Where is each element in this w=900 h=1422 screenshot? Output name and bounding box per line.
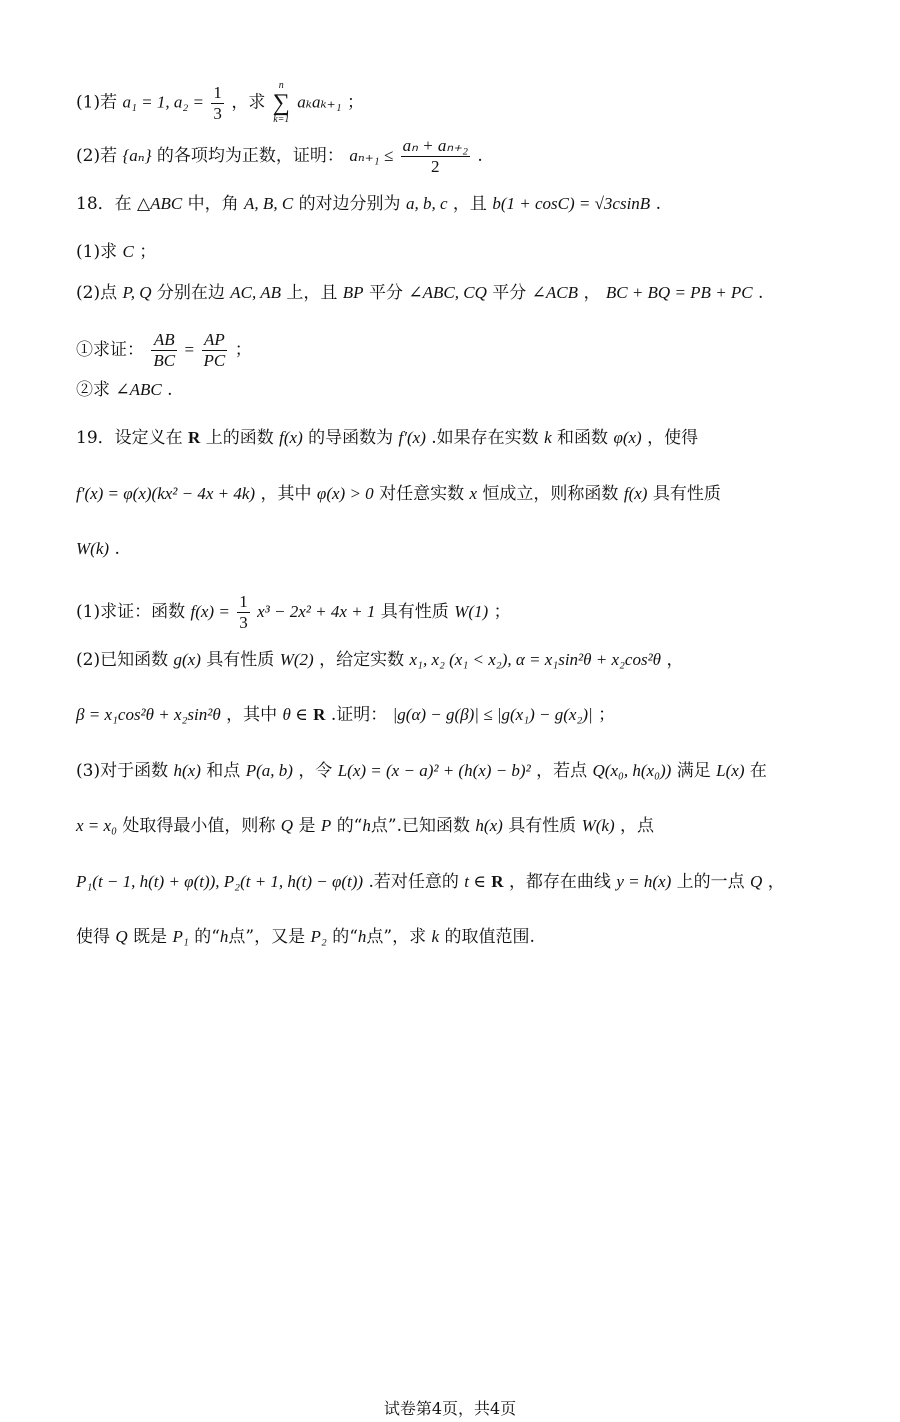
- text: 恒成立，则称函数: [482, 484, 619, 504]
- text: ，求: [231, 92, 266, 113]
- text: .: [477, 146, 483, 166]
- math-expr: x₁, x₂ (x₁ < x₂), α = x₁sin²θ + x₂cos²θ: [409, 650, 662, 669]
- text: 具有性质: [508, 816, 577, 836]
- text: ，其中: [226, 705, 278, 725]
- text: 18．在: [76, 194, 132, 214]
- text: 19．设定义在: [76, 428, 183, 448]
- text: ；: [139, 242, 157, 262]
- text: .: [758, 283, 764, 303]
- page-footer: 试卷第4页，共4页: [383, 1399, 517, 1418]
- math-expr: Q: [750, 872, 763, 891]
- math-expr: f′(x): [398, 428, 426, 447]
- text: (1)若: [76, 92, 118, 113]
- text: ，: [666, 650, 684, 670]
- text: 具有性质: [206, 650, 275, 670]
- math-expr: aₙ₊₁ ≤: [349, 146, 394, 165]
- text: .证明：: [330, 705, 388, 725]
- math-expr: A, B, C: [244, 194, 294, 213]
- text: ；: [234, 340, 252, 360]
- math-expr: Q(x₀, h(x₀)): [592, 761, 672, 780]
- q19-part1: [76, 592, 511, 633]
- text: .: [167, 380, 173, 400]
- fraction: $\frac{\text{aₙ + aₙ₊₂}}{2}$: [402, 136, 468, 176]
- math-expr: aₖaₖ₊₁: [297, 92, 342, 112]
- q17-part2: [76, 136, 483, 177]
- text: 在: [749, 761, 767, 781]
- math-expr: ∠ABC, CQ: [408, 283, 487, 302]
- math-expr: C: [122, 242, 134, 261]
- math-expr: x: [469, 484, 478, 503]
- text: (1)求: [76, 242, 118, 262]
- text: 的“: [194, 927, 220, 947]
- math-expr: W(k): [76, 539, 110, 558]
- math-expr: P₁: [172, 927, 189, 946]
- math-expr: AC, AB: [230, 283, 281, 302]
- text: ①求证：: [76, 340, 144, 360]
- math-expr: h: [357, 927, 367, 946]
- text: 的“: [336, 816, 363, 836]
- math-expr: x = x₀: [76, 816, 117, 835]
- text: ；: [493, 602, 511, 622]
- text: 分别在边: [156, 283, 225, 303]
- text: .: [655, 194, 662, 214]
- fraction: $\frac{1}{3}$: [213, 82, 222, 123]
- q19-stem-line2: [76, 482, 721, 506]
- q19-part2-line2: [76, 703, 615, 727]
- q18-sub1: ①求证： $\frac{AB}{BC}$ = $\frac{AP}{PC}$ ；: [76, 330, 252, 370]
- math-expr: {aₙ}: [122, 146, 152, 165]
- q19-part3-line4: [76, 925, 535, 949]
- math-expr: k: [431, 927, 440, 946]
- q19-stem-line3: [76, 537, 120, 561]
- math-expr: a, b, c: [405, 194, 448, 213]
- fraction: $\frac{AP}{PC}$: [203, 330, 226, 370]
- text: 既是: [133, 927, 168, 947]
- math-expr: ∠ACB: [531, 283, 579, 302]
- math-expr: y = h(x): [616, 872, 672, 891]
- math-expr: Q: [115, 927, 128, 946]
- text: 的各项均为正数，证明：: [156, 146, 344, 166]
- text: 和点: [206, 761, 241, 781]
- text: ，其中: [260, 484, 312, 504]
- text: 上，且: [286, 283, 338, 303]
- text: .若对任意的: [368, 872, 459, 892]
- q19-stem-line1: [76, 426, 698, 450]
- q19-part3-line3: [76, 870, 785, 894]
- text: (3)对于函数: [76, 761, 169, 781]
- math-expr: h(x): [475, 816, 503, 835]
- text: (2)已知函数: [76, 650, 169, 670]
- text: 满足: [676, 761, 711, 781]
- math-expr: t ∈: [464, 872, 486, 891]
- math-expr: h(x): [173, 761, 201, 780]
- math-expr: f′(x) = φ(x)(kx² − 4x + 4k): [76, 484, 256, 503]
- math-expr: |g(α) − g(β)| ≤ |g(x₁) − g(x₂)|: [392, 705, 593, 724]
- math-expr: P₂: [310, 927, 327, 946]
- text: (1)求证：函数: [76, 602, 186, 622]
- text: ，: [583, 283, 601, 303]
- math-expr: △ABC: [137, 194, 183, 213]
- math-expr: Q: [280, 816, 294, 835]
- math-expr: L(x) = (x − a)² + (h(x) − b)²: [337, 761, 531, 780]
- q18-part2: [76, 281, 763, 305]
- text: ②求: [76, 380, 110, 400]
- math-expr: f(x): [279, 428, 303, 447]
- math-expr: BP: [342, 283, 364, 302]
- fraction: $\frac{AB}{BC}$: [153, 330, 176, 370]
- fraction: $\frac{1}{3}$: [239, 592, 248, 632]
- math-expr: θ ∈: [282, 705, 308, 724]
- math-expr: b(1 + cosC) = √3csinB: [492, 194, 651, 213]
- text: 的对边分别为: [298, 194, 401, 214]
- math-expr: W(k): [581, 816, 615, 835]
- text: ；: [598, 705, 616, 725]
- math-expr: R: [188, 428, 201, 447]
- math-expr: P₁(t − 1, h(t) + φ(t)), P₂(t + 1, h(t) − φ(t)): [76, 872, 364, 891]
- math-expr: β = x₁cos²θ + x₂sin²θ: [76, 705, 221, 724]
- text: .如果存在实数: [431, 428, 539, 448]
- math-expr: R: [313, 705, 326, 724]
- q19-part3-line1: [76, 759, 767, 783]
- text: ，: [767, 872, 785, 892]
- text: 上的函数: [205, 428, 274, 448]
- math-expr: ∠ABC: [115, 380, 162, 399]
- text: 上的一点: [676, 872, 745, 892]
- text: ，都存在曲线: [508, 872, 611, 892]
- text: 具有性质: [380, 602, 449, 622]
- text: 的取值范围.: [444, 927, 535, 947]
- summation: n ∑ k=1: [272, 80, 290, 125]
- math-expr: f(x): [623, 484, 648, 503]
- math-expr: g(x): [173, 650, 201, 669]
- text: 平分: [492, 283, 527, 303]
- text: 点”.已知函数: [370, 816, 470, 836]
- text: 处取得最小值，则称: [122, 816, 276, 836]
- math-expr: P: [320, 816, 332, 835]
- math-expr: L(x): [716, 761, 745, 780]
- math-expr: x³ − 2x² + 4x + 1: [257, 602, 376, 621]
- text: ；: [346, 92, 364, 113]
- math-expr: h: [219, 927, 229, 946]
- text: 对任意实数: [379, 484, 465, 504]
- math-expr: P, Q: [122, 283, 152, 302]
- math-expr: R: [491, 872, 504, 891]
- q19-part2-line1: [76, 648, 683, 672]
- math-expr: f(x) =: [190, 602, 230, 621]
- text: 的导函数为: [308, 428, 394, 448]
- math-expr: h: [362, 816, 371, 835]
- text: ，若点: [536, 761, 588, 781]
- text: (2)点: [76, 283, 118, 303]
- text: ，且: [452, 194, 487, 214]
- math-expr: φ(x): [613, 428, 642, 447]
- text: 具有性质: [652, 484, 721, 504]
- q18-part1: [76, 240, 156, 264]
- text: 和函数: [557, 428, 609, 448]
- text: ，使得: [647, 428, 699, 448]
- text: .: [114, 539, 120, 559]
- q19-part3-line2: [76, 814, 654, 838]
- math-expr: P(a, b): [245, 761, 293, 780]
- q18-stem: [76, 192, 661, 216]
- math-expr: k: [544, 428, 552, 447]
- text: ，给定实数: [319, 650, 405, 670]
- text: ，点: [620, 816, 655, 836]
- text: 的“: [332, 927, 358, 947]
- math-expr: BC + BQ = PB + PC: [605, 283, 753, 302]
- math-expr: W(2): [279, 650, 314, 669]
- text: 平分: [368, 283, 403, 303]
- text: 是: [298, 816, 316, 836]
- math-expr: W(1): [454, 602, 489, 621]
- text: 中，角: [187, 194, 239, 214]
- math-expr: a₁ = 1, a₂ =: [122, 92, 205, 112]
- text: 点”，又是: [228, 927, 306, 947]
- text: (2)若: [76, 146, 118, 166]
- text: 使得: [76, 927, 110, 947]
- q17-part1: [76, 80, 364, 126]
- math-expr: φ(x) > 0: [316, 484, 374, 503]
- text: ，令: [298, 761, 333, 781]
- text: 点”，求: [366, 927, 427, 947]
- q18-sub2: [76, 378, 173, 402]
